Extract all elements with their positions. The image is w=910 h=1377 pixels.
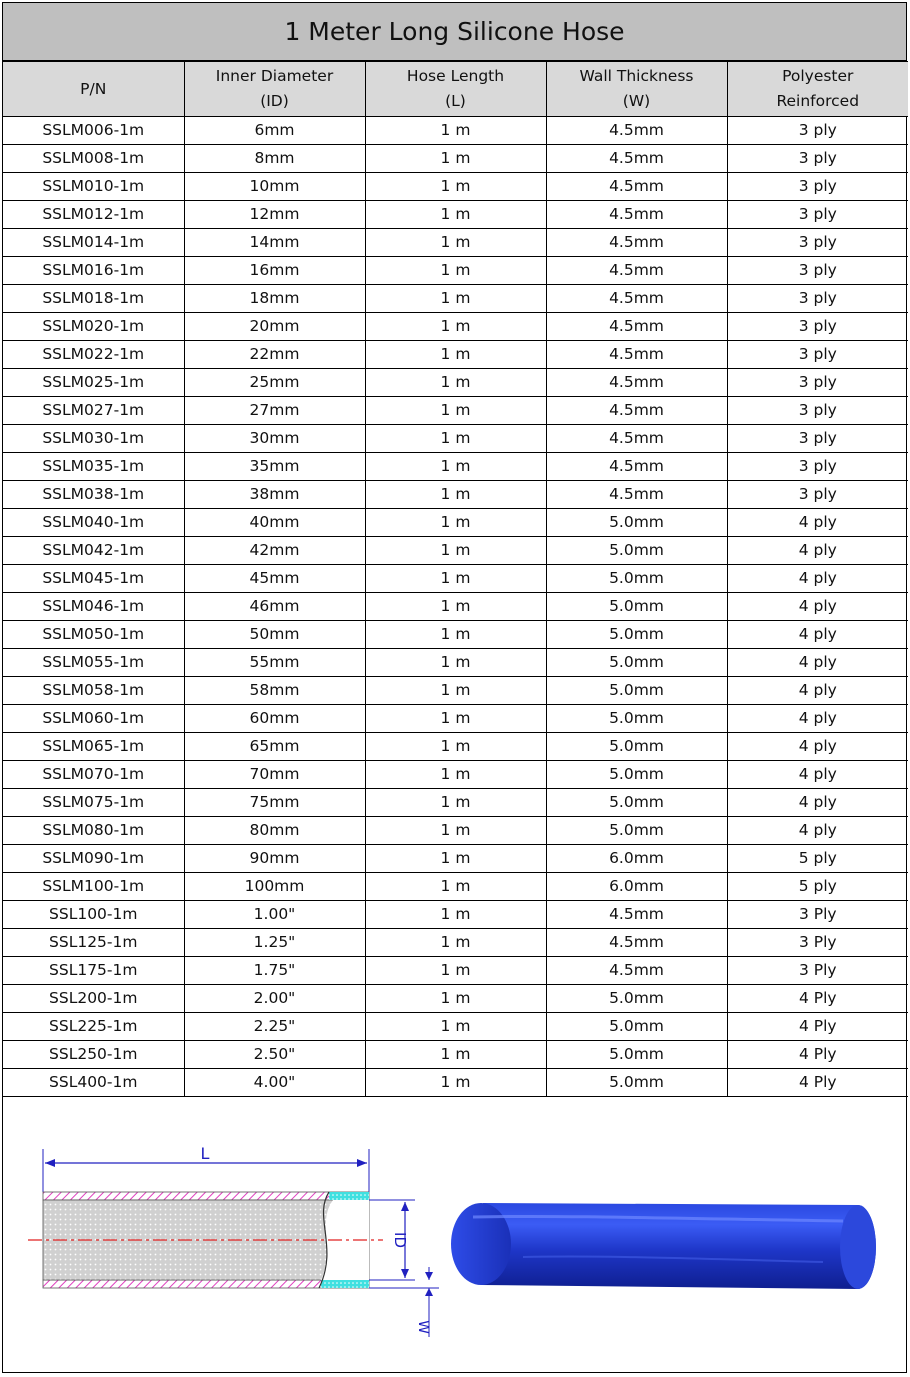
hose-length-cell: 1 m <box>365 313 546 341</box>
reinforcement-cell: 4 ply <box>727 817 908 845</box>
wall-thickness-cell: 5.0mm <box>546 761 727 789</box>
hose-length-cell: 1 m <box>365 257 546 285</box>
wall-thickness-cell: 4.5mm <box>546 425 727 453</box>
part-number-cell: SSL400-1m <box>3 1069 184 1097</box>
inner-diameter-cell: 16mm <box>184 257 365 285</box>
reinforcement-cell: 3 ply <box>727 481 908 509</box>
table-row <box>3 397 908 425</box>
wall-thickness-cell: 6.0mm <box>546 845 727 873</box>
table-row <box>3 985 908 1013</box>
reinforcement-cell: 4 Ply <box>727 1041 908 1069</box>
table-row <box>3 901 908 929</box>
part-number-cell: SSL250-1m <box>3 1041 184 1069</box>
reinforcement-cell: 3 ply <box>727 397 908 425</box>
part-number-cell: SSLM080-1m <box>3 817 184 845</box>
part-number-cell: SSL175-1m <box>3 957 184 985</box>
part-number-cell: SSLM045-1m <box>3 565 184 593</box>
inner-diameter-cell: 2.00" <box>184 985 365 1013</box>
table-row <box>3 817 908 845</box>
hose-length-cell: 1 m <box>365 117 546 145</box>
table-row <box>3 341 908 369</box>
blue-hose-image <box>451 1203 876 1289</box>
inner-diameter-cell: 12mm <box>184 201 365 229</box>
wall-thickness-cell: 5.0mm <box>546 649 727 677</box>
inner-diameter-cell: 30mm <box>184 425 365 453</box>
inner-diameter-cell: 100mm <box>184 873 365 901</box>
wall-thickness-cell: 4.5mm <box>546 341 727 369</box>
part-number-cell: SSLM100-1m <box>3 873 184 901</box>
hose-length-cell: 1 m <box>365 593 546 621</box>
hose-diagram-svg <box>3 1097 906 1373</box>
table-row <box>3 285 908 313</box>
table-row <box>3 425 908 453</box>
reinforcement-cell: 3 ply <box>727 173 908 201</box>
reinforcement-cell: 3 ply <box>727 117 908 145</box>
hose-length-cell: 1 m <box>365 537 546 565</box>
reinforcement-cell: 4 ply <box>727 621 908 649</box>
inner-diameter-cell: 6mm <box>184 117 365 145</box>
reinforcement-cell: 4 Ply <box>727 1013 908 1041</box>
table-row <box>3 593 908 621</box>
reinforcement-cell: 3 ply <box>727 201 908 229</box>
table-row <box>3 677 908 705</box>
reinforcement-cell: 3 ply <box>727 341 908 369</box>
part-number-cell: SSLM040-1m <box>3 509 184 537</box>
wall-thickness-cell: 5.0mm <box>546 621 727 649</box>
reinforcement-cell: 3 Ply <box>727 929 908 957</box>
table-row <box>3 145 908 173</box>
wall-thickness-cell: 4.5mm <box>546 369 727 397</box>
part-number-cell: SSLM018-1m <box>3 285 184 313</box>
hose-diagram <box>3 1097 906 1373</box>
wall-thickness-cell: 4.5mm <box>546 313 727 341</box>
table-row <box>3 957 908 985</box>
hose-length-cell: 1 m <box>365 509 546 537</box>
reinforcement-cell: 4 ply <box>727 565 908 593</box>
reinforcement-cell: 3 ply <box>727 453 908 481</box>
inner-diameter-cell: 1.75" <box>184 957 365 985</box>
part-number-cell: SSL225-1m <box>3 1013 184 1041</box>
reinforcement-cell: 3 ply <box>727 425 908 453</box>
hose-length-cell: 1 m <box>365 1069 546 1097</box>
inner-diameter-cell: 80mm <box>184 817 365 845</box>
part-number-cell: SSLM014-1m <box>3 229 184 257</box>
hose-length-cell: 1 m <box>365 425 546 453</box>
table-row <box>3 117 908 145</box>
reinforcement-cell: 4 ply <box>727 537 908 565</box>
table-row <box>3 761 908 789</box>
hose-length-cell: 1 m <box>365 173 546 201</box>
wall-label: W <box>415 1320 431 1334</box>
reinforcement-cell: 5 ply <box>727 845 908 873</box>
part-number-cell: SSLM070-1m <box>3 761 184 789</box>
wall-thickness-cell: 5.0mm <box>546 1041 727 1069</box>
inner-diameter-cell: 90mm <box>184 845 365 873</box>
wall-thickness-cell: 5.0mm <box>546 537 727 565</box>
hose-length-cell: 1 m <box>365 677 546 705</box>
part-number-cell: SSLM016-1m <box>3 257 184 285</box>
reinforcement-cell: 3 Ply <box>727 957 908 985</box>
wall-thickness-cell: 4.5mm <box>546 201 727 229</box>
wall-thickness-cell: 5.0mm <box>546 1013 727 1041</box>
inner-diameter-cell: 2.25" <box>184 1013 365 1041</box>
part-number-cell: SSLM046-1m <box>3 593 184 621</box>
inner-diameter-cell: 25mm <box>184 369 365 397</box>
hose-length-cell: 1 m <box>365 649 546 677</box>
part-number-cell: SSL100-1m <box>3 901 184 929</box>
inner-diameter-cell: 55mm <box>184 649 365 677</box>
inner-diameter-cell: 2.50" <box>184 1041 365 1069</box>
wall-thickness-cell: 5.0mm <box>546 565 727 593</box>
hose-length-cell: 1 m <box>365 957 546 985</box>
reinforcement-cell: 4 Ply <box>727 1069 908 1097</box>
wall-thickness-cell: 5.0mm <box>546 677 727 705</box>
inner-diameter-cell: 46mm <box>184 593 365 621</box>
hose-length-cell: 1 m <box>365 845 546 873</box>
table-row <box>3 509 908 537</box>
table-row <box>3 705 908 733</box>
hose-length-cell: 1 m <box>365 285 546 313</box>
hose-length-cell: 1 m <box>365 397 546 425</box>
wall-thickness-cell: 4.5mm <box>546 257 727 285</box>
hose-length-cell: 1 m <box>365 621 546 649</box>
inner-diameter-cell: 22mm <box>184 341 365 369</box>
sheet-title: 1 Meter Long Silicone Hose <box>3 3 906 61</box>
reinforcement-cell: 5 ply <box>727 873 908 901</box>
hose-length-cell: 1 m <box>365 985 546 1013</box>
wall-thickness-cell: 4.5mm <box>546 957 727 985</box>
part-number-cell: SSLM027-1m <box>3 397 184 425</box>
spec-sheet <box>2 2 907 1373</box>
wall-thickness-cell: 4.5mm <box>546 901 727 929</box>
reinforcement-cell: 3 Ply <box>727 901 908 929</box>
wall-thickness-cell: 6.0mm <box>546 873 727 901</box>
part-number-cell: SSLM038-1m <box>3 481 184 509</box>
inner-diameter-cell: 1.25" <box>184 929 365 957</box>
hose-length-cell: 1 m <box>365 789 546 817</box>
table-row <box>3 229 908 257</box>
inner-diameter-cell: 27mm <box>184 397 365 425</box>
reinforcement-cell: 4 ply <box>727 705 908 733</box>
table-row <box>3 201 908 229</box>
table-body <box>3 117 908 1097</box>
part-number-cell: SSLM058-1m <box>3 677 184 705</box>
hose-length-cell: 1 m <box>365 565 546 593</box>
reinforcement-cell: 4 Ply <box>727 985 908 1013</box>
part-number-cell: SSLM025-1m <box>3 369 184 397</box>
part-number-cell: SSLM022-1m <box>3 341 184 369</box>
header-wall-thickness: Wall Thickness (W) <box>546 62 727 117</box>
hose-length-cell: 1 m <box>365 761 546 789</box>
table-row <box>3 873 908 901</box>
table-row <box>3 257 908 285</box>
header-reinforcement: Polyester Reinforced <box>727 62 908 117</box>
inner-diameter-cell: 40mm <box>184 509 365 537</box>
hose-length-cell: 1 m <box>365 481 546 509</box>
reinforcement-cell: 4 ply <box>727 761 908 789</box>
hose-length-cell: 1 m <box>365 929 546 957</box>
table-row <box>3 481 908 509</box>
table-row <box>3 929 908 957</box>
hose-length-cell: 1 m <box>365 1041 546 1069</box>
inner-diameter-cell: 1.00" <box>184 901 365 929</box>
hose-length-cell: 1 m <box>365 901 546 929</box>
part-number-cell: SSLM012-1m <box>3 201 184 229</box>
hose-length-cell: 1 m <box>365 817 546 845</box>
wall-thickness-cell: 4.5mm <box>546 397 727 425</box>
wall-thickness-cell: 4.5mm <box>546 145 727 173</box>
wall-thickness-cell: 4.5mm <box>546 229 727 257</box>
reinforcement-cell: 4 ply <box>727 593 908 621</box>
wall-thickness-cell: 5.0mm <box>546 733 727 761</box>
header-hose-length: Hose Length (L) <box>365 62 546 117</box>
inner-diameter-cell: 18mm <box>184 285 365 313</box>
part-number-cell: SSLM020-1m <box>3 313 184 341</box>
reinforcement-cell: 4 ply <box>727 649 908 677</box>
table-row <box>3 313 908 341</box>
reinforcement-cell: 3 ply <box>727 313 908 341</box>
reinforcement-cell: 3 ply <box>727 369 908 397</box>
wall-thickness-cell: 5.0mm <box>546 705 727 733</box>
inner-diameter-cell: 75mm <box>184 789 365 817</box>
reinforcement-cell: 4 ply <box>727 509 908 537</box>
table-row <box>3 649 908 677</box>
hose-length-cell: 1 m <box>365 873 546 901</box>
part-number-cell: SSLM065-1m <box>3 733 184 761</box>
reinforcement-cell: 3 ply <box>727 145 908 173</box>
inner-diameter-cell: 20mm <box>184 313 365 341</box>
part-number-cell: SSLM050-1m <box>3 621 184 649</box>
inner-diameter-cell: 42mm <box>184 537 365 565</box>
table-row <box>3 453 908 481</box>
table-row <box>3 369 908 397</box>
length-label: L <box>200 1144 210 1163</box>
part-number-cell: SSLM030-1m <box>3 425 184 453</box>
reinforcement-cell: 3 ply <box>727 229 908 257</box>
inner-diameter-cell: 35mm <box>184 453 365 481</box>
wall-thickness-cell: 4.5mm <box>546 173 727 201</box>
wall-thickness-cell: 5.0mm <box>546 985 727 1013</box>
table-row <box>3 789 908 817</box>
hose-length-cell: 1 m <box>365 705 546 733</box>
inner-diameter-cell: 38mm <box>184 481 365 509</box>
part-number-cell: SSLM090-1m <box>3 845 184 873</box>
reinforcement-cell: 3 ply <box>727 257 908 285</box>
hose-spec-table <box>3 61 908 1097</box>
hose-length-cell: 1 m <box>365 1013 546 1041</box>
table-row <box>3 845 908 873</box>
wall-thickness-cell: 5.0mm <box>546 789 727 817</box>
hose-length-cell: 1 m <box>365 453 546 481</box>
inner-diameter-cell: 65mm <box>184 733 365 761</box>
hose-length-cell: 1 m <box>365 341 546 369</box>
part-number-cell: SSLM008-1m <box>3 145 184 173</box>
inner-diameter-cell: 70mm <box>184 761 365 789</box>
part-number-cell: SSLM060-1m <box>3 705 184 733</box>
wall-thickness-cell: 4.5mm <box>546 481 727 509</box>
table-header-row <box>3 62 908 117</box>
part-number-cell: SSLM075-1m <box>3 789 184 817</box>
length-dimension <box>43 1144 369 1192</box>
reinforcement-cell: 4 ply <box>727 733 908 761</box>
wall-thickness-cell: 4.5mm <box>546 285 727 313</box>
reinforcement-cell: 4 ply <box>727 677 908 705</box>
table-row <box>3 173 908 201</box>
hose-length-cell: 1 m <box>365 369 546 397</box>
reinforcement-cell: 3 ply <box>727 285 908 313</box>
wall-thickness-cell: 4.5mm <box>546 929 727 957</box>
part-number-cell: SSLM042-1m <box>3 537 184 565</box>
inner-diameter-cell: 14mm <box>184 229 365 257</box>
inner-diameter-cell: 10mm <box>184 173 365 201</box>
part-number-cell: SSL200-1m <box>3 985 184 1013</box>
inner-diameter-cell: 45mm <box>184 565 365 593</box>
inner-diameter-cell: 60mm <box>184 705 365 733</box>
header-inner-diameter: Inner Diameter (ID) <box>184 62 365 117</box>
part-number-cell: SSLM006-1m <box>3 117 184 145</box>
id-label: ID <box>391 1232 409 1248</box>
table-row <box>3 1013 908 1041</box>
hose-length-cell: 1 m <box>365 201 546 229</box>
table-row <box>3 1041 908 1069</box>
part-number-cell: SSLM010-1m <box>3 173 184 201</box>
table-row <box>3 1069 908 1097</box>
hose-length-cell: 1 m <box>365 145 546 173</box>
table-row <box>3 565 908 593</box>
part-number-cell: SSL125-1m <box>3 929 184 957</box>
hose-length-cell: 1 m <box>365 733 546 761</box>
wall-dimension <box>369 1267 439 1337</box>
hose-length-cell: 1 m <box>365 229 546 257</box>
table-row <box>3 733 908 761</box>
wall-thickness-cell: 5.0mm <box>546 509 727 537</box>
reinforcement-cell: 4 ply <box>727 789 908 817</box>
part-number-cell: SSLM035-1m <box>3 453 184 481</box>
wall-thickness-cell: 5.0mm <box>546 1069 727 1097</box>
wall-thickness-cell: 4.5mm <box>546 117 727 145</box>
wall-thickness-cell: 4.5mm <box>546 453 727 481</box>
wall-thickness-cell: 5.0mm <box>546 817 727 845</box>
table-row <box>3 621 908 649</box>
inner-diameter-cell: 50mm <box>184 621 365 649</box>
inner-diameter-cell: 58mm <box>184 677 365 705</box>
hose-cross-section <box>28 1192 383 1288</box>
table-row <box>3 537 908 565</box>
inner-diameter-cell: 8mm <box>184 145 365 173</box>
inner-diameter-cell: 4.00" <box>184 1069 365 1097</box>
wall-thickness-cell: 5.0mm <box>546 593 727 621</box>
part-number-cell: SSLM055-1m <box>3 649 184 677</box>
id-dimension <box>369 1200 415 1280</box>
header-part-number: P/N <box>3 62 184 117</box>
